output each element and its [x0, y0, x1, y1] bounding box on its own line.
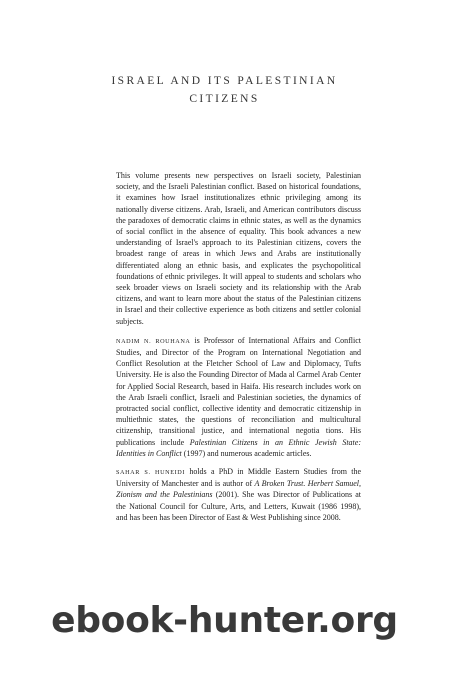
page-content — [116, 170, 361, 530]
author-name-huneidi: SAHAR S. HUNEIDI — [116, 469, 186, 477]
author-bio-huneidi — [116, 466, 361, 523]
book-title — [0, 72, 449, 108]
author-bio-huneidi-intro: holds a PhD in Middle Eastern Studies from the University of Manchester and is author of — [116, 467, 361, 489]
author-bio-rouhana — [116, 335, 361, 459]
author-bio-rouhana-outro: (1997) and numerous academic articles. — [181, 448, 312, 458]
watermark-link[interactable]: ebook-hunter.org — [51, 600, 398, 641]
book-title-line-1: ISRAEL AND ITS PALESTINIAN — [111, 75, 338, 87]
author-book-rouhana: Palestinian Citizens in an Ethnic Jewish State: Identities in Conflict — [116, 437, 361, 458]
author-book-huneidi: A Broken Trust. Herbert Samuel, Zionism and the Palestinians — [116, 479, 361, 500]
author-bio-rouhana-intro: is Professor of International Affairs and Conflict Studies, and Director of the Program on International Negotiation and Conflict Resolution at the Fletcher School of Law and Diplomacy, Tufts University. He is also the Founding Director of Mada al Carmel Arab Center for Applied Social Research, based in Haifa. His research includes work on the Arab Israeli conflict, Israeli and Palestinian societies, the dynamics of protracted social conflict, collective identity and democratic citizenship in multiethnic states, the questions of reconciliation and multicultural citizenship, transitional justice, and international negotia tions. His publications include — [116, 335, 361, 447]
book-description: This volume presents new perspectives on Israeli society, Palestinian society, and the Israeli Palestinian conflict. Based on historical foundations, it examines how Israel institutionalizes ethnic privileging among its nationally diverse citizens. Arab, Israeli, and American contributors discuss the paradoxes of democratic claims in ethnic states, as well as the dynamics of social conflict in the absence of equality. This book advances a new understanding of Israel's approach to its Palestinian citizens, covers the broadest range of areas in which Jews and Arabs are institutionally differentiated along an ethnic basis, and explicates the psychopolitical foundations of ethnic privileges. It will appeal to students and scholars who seek broader views on Israeli society and its relationship with the Arab citizens, and want to learn more about the status of the Palestinian citizens in Israel and their collective experience as both citizens and settler colonial subjects. — [116, 171, 361, 326]
author-bio-huneidi-outro: (2001). She was Director of Publications at the National Council for Culture, Arts, and Letters, Kuwait (1986 1998), and has been has been Director of East & West Publishing since 2008. — [116, 490, 361, 522]
author-name-rouhana: NADIM N. ROUHANA — [116, 337, 191, 345]
book-title-line-2: CITIZENS — [189, 93, 260, 105]
